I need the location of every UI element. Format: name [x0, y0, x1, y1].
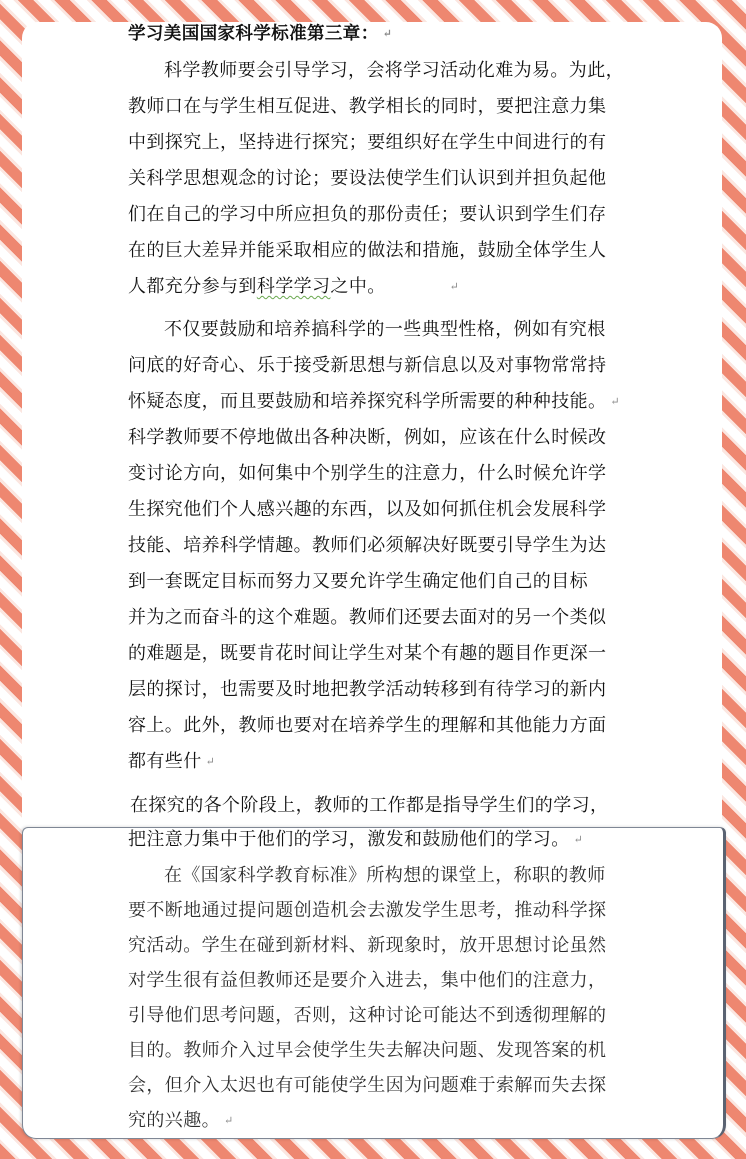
- p1-line-2: 教师口在与学生相互促进、教学相长的同时，要把注意力集: [128, 96, 607, 117]
- p2-line-7: 技能、培养科学情趣。教师们必须解决好既要引导学生为达: [128, 535, 607, 556]
- p2-line-13: [128, 750, 215, 774]
- p1-text-end: 之中。: [330, 276, 386, 297]
- p2-line-8: 到一套既定目标而努力又要允许学生确定他们自己的目标: [128, 571, 588, 592]
- heading-text: 学习美国国家科学标准第三章：: [128, 24, 379, 44]
- p2-line-12: 容上。此外，教师也要对在培养学生的理解和其他能力方面: [128, 715, 607, 736]
- p1-line-6: 在的巨大差异并能采取相应的做法和措施，鼓励全体学生人: [128, 240, 607, 261]
- p1-line-5: 们在自己的学习中所应担负的那份责任；要认识到学生们存: [128, 204, 607, 225]
- p2-line-11: 层的探讨，也需要及时地把教学活动转移到有待学习的新内: [128, 679, 607, 700]
- paragraph-mark: ↵: [382, 27, 393, 40]
- p1-line-3: 中到探究上，坚持进行探究；要组织好在学生中间进行的有: [128, 132, 607, 153]
- p4-line-2: 要不断地通过提问题创造机会去激发学生思考，推动科学探: [128, 900, 607, 921]
- heading: [128, 22, 392, 46]
- p4-line-4: 对学生很有益但教师还是要介入进去，集中他们的注意力，: [128, 970, 607, 991]
- p2-line-2: 问底的好奇心、乐于接受新思想与新信息以及对事物常常持: [128, 355, 607, 376]
- paragraph-mark: ↵: [573, 833, 584, 846]
- p4-line-1: 在《国家科学教育标准》所构想的课堂上，称职的教师: [164, 865, 606, 886]
- p1-line-4: 关科学思想观念的讨论；要设法使学生们认识到并担负起他: [128, 168, 607, 189]
- paragraph-mark: ↵: [224, 1114, 234, 1127]
- p1-line-7: [128, 275, 459, 299]
- p3-line-2: [128, 828, 583, 852]
- p2-line-5: 变讨论方向，如何集中个别学生的注意力，什么时候允许学: [128, 463, 607, 484]
- p2-line-10: 的难题是，既要肯花时间让学生对某个有趣的题目作更深一: [128, 643, 607, 664]
- paragraph-mark: ↵: [449, 280, 460, 293]
- p4-line-3: 究活动。学生在碰到新材料、新现象时，放开思想讨论虽然: [128, 935, 607, 956]
- paragraph-mark: ↵: [610, 395, 621, 408]
- p1-text: 人都充分参与到: [128, 276, 257, 297]
- p1-line-1: 科学教师要会引导学习，会将学习活动化难为易。为此，: [164, 60, 624, 81]
- p2-line-13-text: 都有些什: [128, 751, 202, 772]
- p4-line-8-text: 究的兴趣。: [128, 1110, 220, 1131]
- p2-line-1: 不仅要鼓励和培养搞科学的一些典型性格，例如有究根: [164, 319, 606, 340]
- p4-line-8: [128, 1109, 234, 1131]
- p2-line-3-text: 怀疑态度，而且要鼓励和培养探究科学所需要的种种技能。: [128, 391, 607, 412]
- p4-line-7: 会，但介入太迟也有可能使学生因为问题难于索解而失去探: [128, 1075, 607, 1096]
- spellcheck-word: 科学学习: [256, 276, 331, 297]
- p3-line-2-text: 把注意力集中于他们的学习，激发和鼓励他们的学习。: [128, 829, 570, 850]
- paragraph-mark: ↵: [205, 755, 216, 768]
- p2-line-3: [128, 390, 620, 414]
- p2-line-4: 科学教师要不停地做出各种决断，例如，应该在什么时候改: [128, 427, 607, 448]
- p4-line-6: 目的。教师介入过早会使学生失去解决问题、发现答案的机: [128, 1040, 607, 1061]
- p2-line-6: 生探究他们个人感兴趣的东西，以及如何抓住机会发展科学: [128, 499, 607, 520]
- p2-line-9: 并为之而奋斗的这个难题。教师们还要去面对的另一个类似: [128, 607, 607, 628]
- p4-line-5: 引导他们思考问题，否则，这种讨论可能达不到透彻理解的: [128, 1005, 607, 1026]
- p3-line-1: 在探究的各个阶段上，教师的工作都是指导学生们的学习，: [130, 795, 609, 816]
